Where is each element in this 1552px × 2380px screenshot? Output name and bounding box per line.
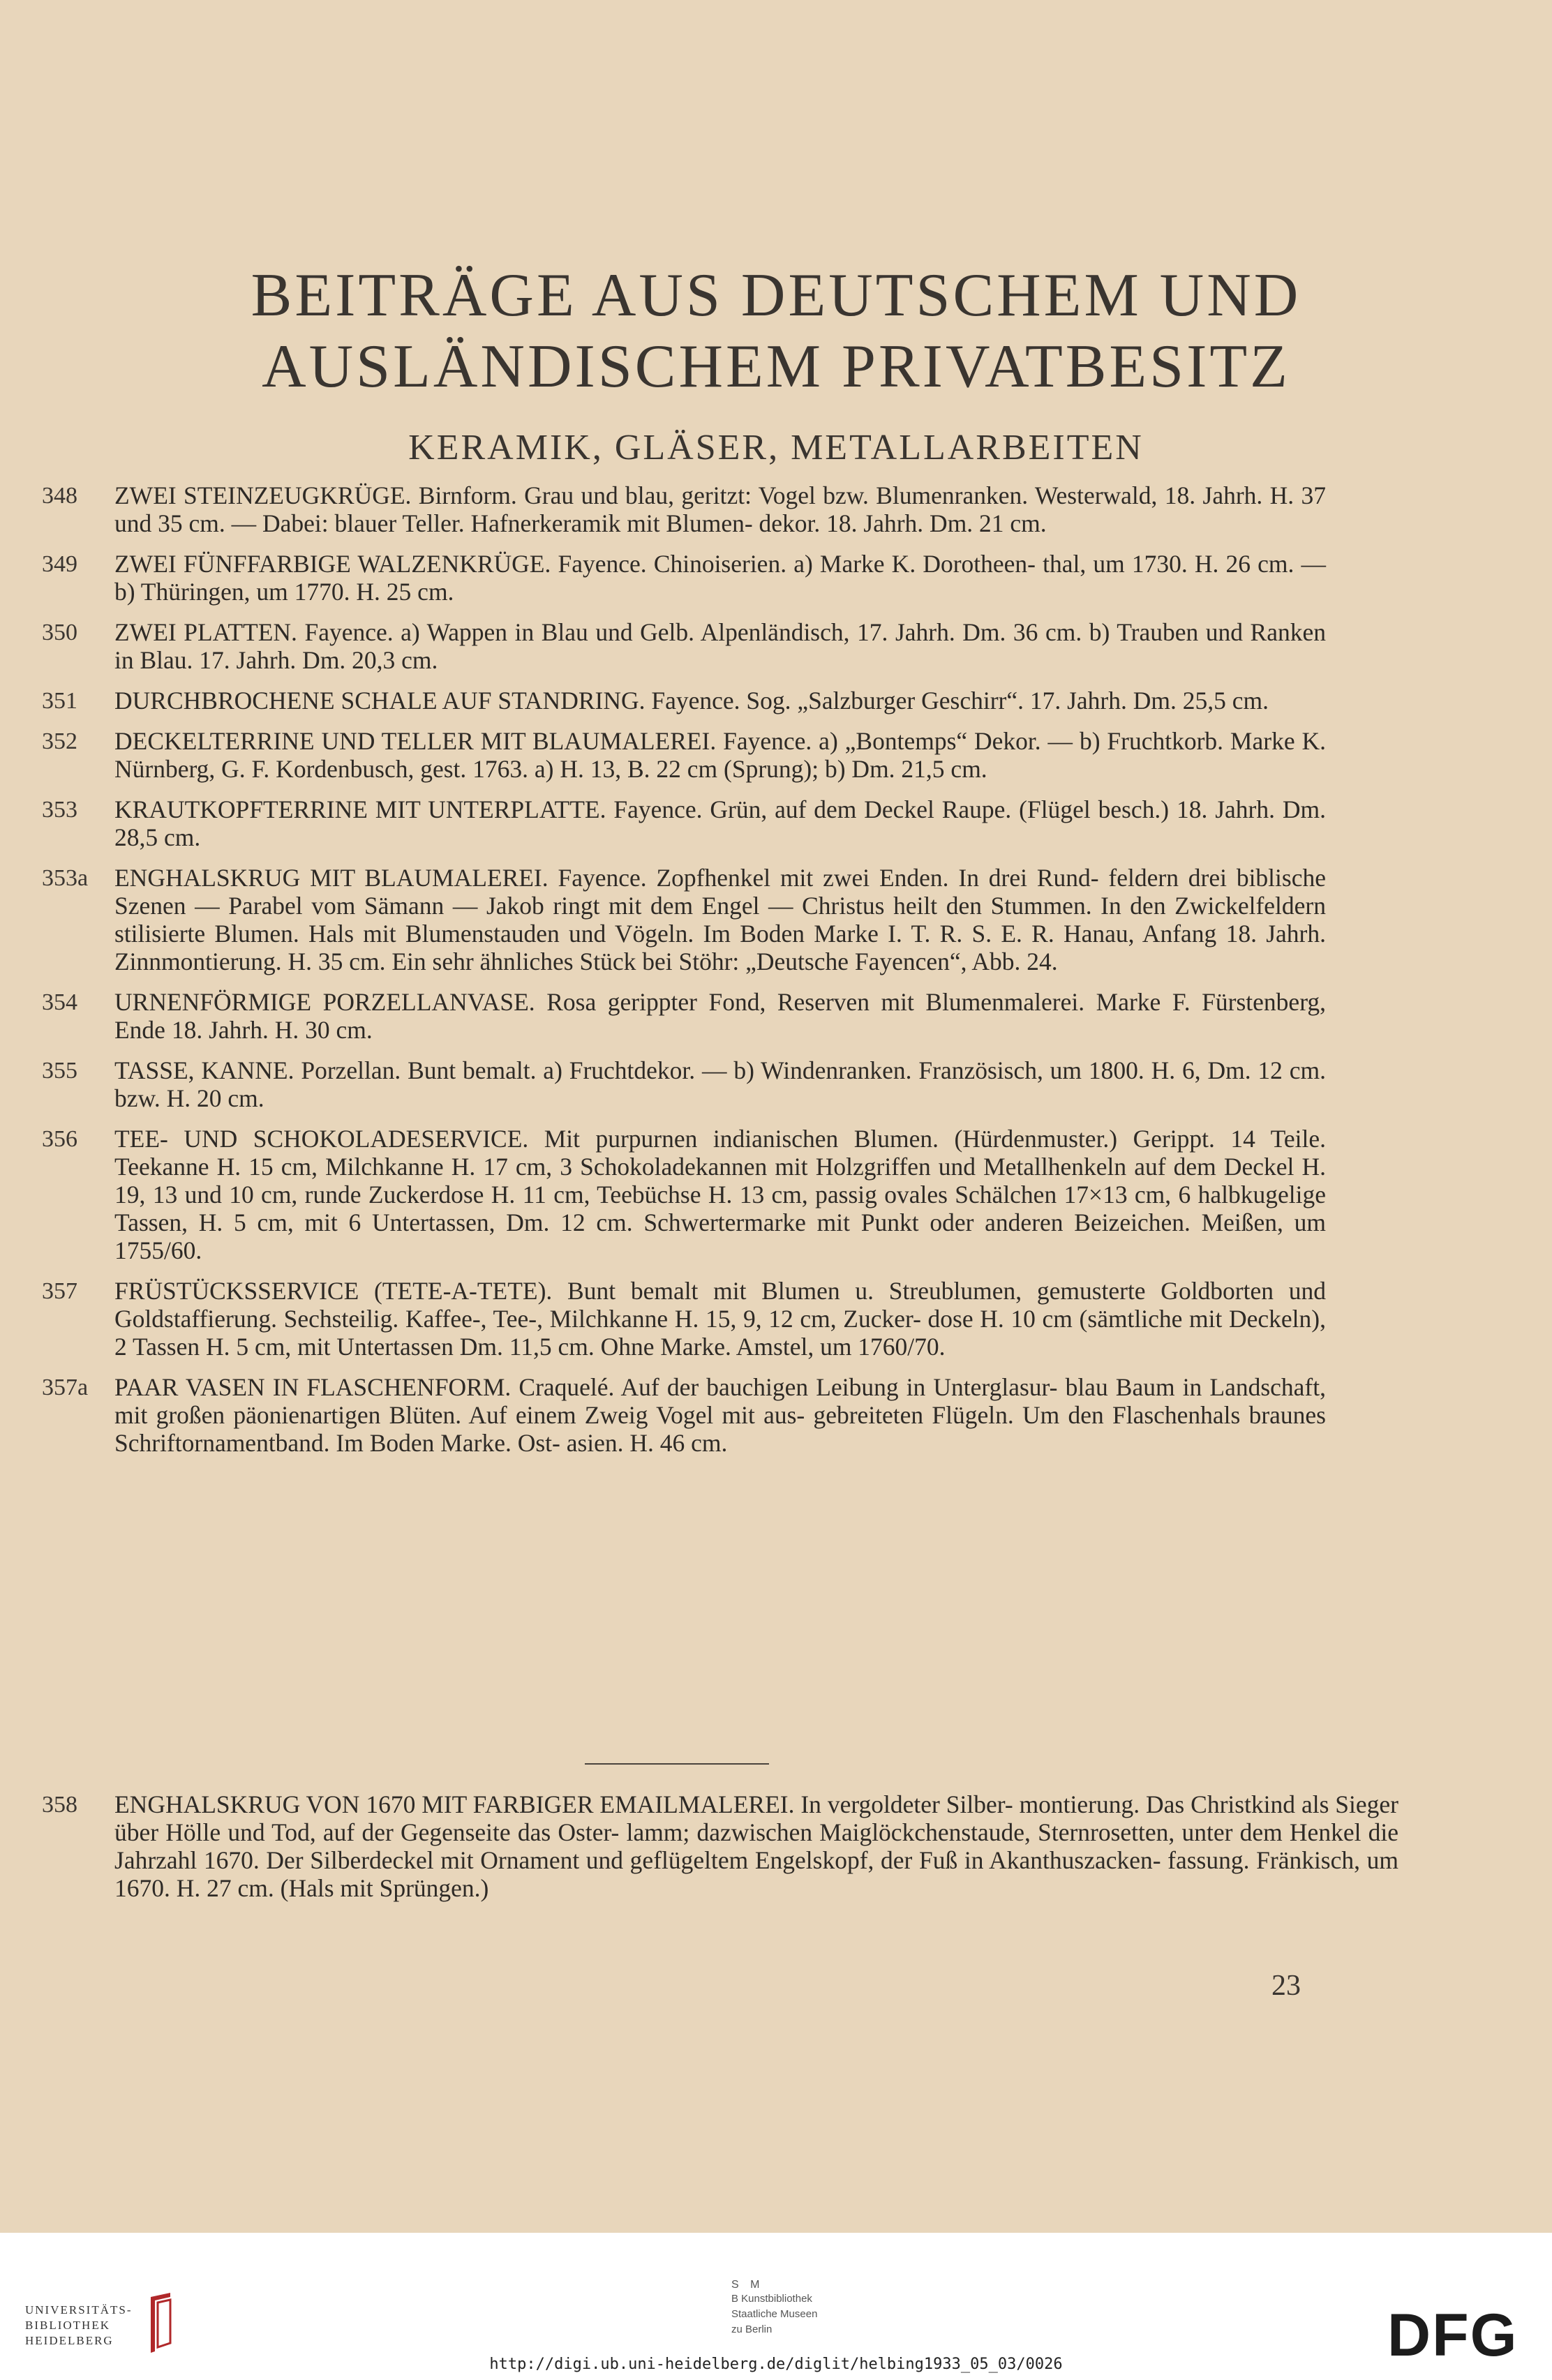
entry-text: KRAUTKOPFTERRINE MIT UNTERPLATTE. Fayence. Grün, auf dem Deckel Raupe. (Flügel besch.) 18. Jahrh. Dm. 28,5 cm. <box>114 795 1326 851</box>
page-title-line-1: BEITRÄGE AUS DEUTSCHEM UND <box>251 262 1301 329</box>
catalog-entry <box>42 1056 1326 1112</box>
catalog-entry <box>42 988 1326 1044</box>
catalog-entry-featured <box>42 1790 1398 1902</box>
ub-heidelberg-logo[interactable] <box>25 2303 133 2349</box>
entry-number: 358 <box>42 1792 77 1818</box>
entry-text: ZWEI PLATTEN. Fayence. a) Wappen in Blau und Gelb. Alpenländisch, 17. Jahrh. Dm. 36 cm. b) Trauben und Ranken in Blau. 17. Jahrh. Dm. 20,3 cm. <box>114 618 1326 674</box>
catalog-entry <box>42 727 1326 783</box>
entry-text: ENGHALSKRUG VON 1670 MIT FARBIGER EMAILMALEREI. In vergoldeter Silber- montierung. Das Christkind als Sieger über Hölle und Tod, auf der Gegenseite das Oster- lamm; dazwischen Maiglöckchenstaude, Sternrosetten, unter dem Henkel die Jahrzahl 1670. Der Silberdeckel mit Ornament und geflügeltem Engelskopf, der Fuß in Akanthuszacken- fassung. Fränkisch, um 1670. H. 27 cm. (Hals mit Sprüngen.) <box>114 1790 1398 1902</box>
catalog-entries <box>42 481 1326 1469</box>
entry-text: FRÜSTÜCKSSERVICE (TETE-A-TETE). Bunt bemalt mit Blumen u. Streublumen, gemusterte Goldborten und Goldstaffierung. Sechsteilig. Kaffee-, Tee-, Milchkanne H. 15, 9, 12 cm, Zucker- dose H. 10 cm (sämtliche mit Deckeln), 2 Tassen H. 5 cm, mit Untertassen Dm. 11,5 cm. Ohne Marke. Amstel, um 1760/70. <box>114 1277 1326 1361</box>
entry-number: 354 <box>42 989 77 1015</box>
ub-logo-line: HEIDELBERG <box>25 2334 114 2347</box>
entry-number: 348 <box>42 483 77 509</box>
entry-number: 353a <box>42 865 89 891</box>
entry-text: PAAR VASEN IN FLASCHENFORM. Craquelé. Auf der bauchigen Leibung in Unterglasur- blau Baum in Landschaft, mit großen päonienartigen Blüten. Auf einem Zweig Vogel mit aus- gebreiteten Flügeln. Um den Flaschenhals braunes Schriftornamentband. Im Boden Marke. Ost- asien. H. 46 cm. <box>114 1373 1326 1457</box>
smb-logo-line: Staatliche Museen <box>731 2308 818 2320</box>
entry-number: 355 <box>42 1058 77 1084</box>
entry-number: 357 <box>42 1278 77 1304</box>
entry-number: 349 <box>42 551 77 577</box>
smb-kunstbibliothek-logo[interactable] <box>731 2279 817 2337</box>
ub-logo-line: UNIVERSITÄTS- <box>25 2303 133 2317</box>
ub-logo-mark-icon <box>137 2291 179 2354</box>
smb-logo-line: B Kunstbibliothek <box>731 2293 812 2305</box>
entry-text: DURCHBROCHENE SCHALE AUF STANDRING. Fayence. Sog. „Salzburger Geschirr“. 17. Jahrh. Dm. 25,5 cm. <box>114 687 1269 714</box>
catalog-entry <box>42 550 1326 606</box>
entry-number: 356 <box>42 1126 77 1152</box>
entry-text: TASSE, KANNE. Porzellan. Bunt bemalt. a) Fruchtdekor. — b) Windenranken. Französisch, um 1800. H. 6, Dm. 12 cm. bzw. H. 20 cm. <box>114 1056 1326 1112</box>
entry-number: 353 <box>42 797 77 823</box>
catalog-entry <box>42 1125 1326 1264</box>
catalog-entry <box>42 618 1326 674</box>
entry-number: 357a <box>42 1375 89 1400</box>
catalog-entry <box>42 481 1326 537</box>
entry-number: 350 <box>42 620 77 645</box>
digitization-footer <box>0 2233 1552 2380</box>
entry-text: DECKELTERRINE UND TELLER MIT BLAUMALEREI. Fayence. a) „Bontemps“ Dekor. — b) Fruchtkorb. Marke K. Nürnberg, G. F. Kordenbusch, gest. 1763. a) H. 13, B. 22 cm (Sprung); b) Dm. 21,5 cm. <box>114 727 1326 783</box>
page-number: 23 <box>1271 1970 1301 2002</box>
smb-logo-line: zu Berlin <box>731 2323 773 2335</box>
catalog-entry <box>42 864 1326 975</box>
smb-sm-mark: S M <box>731 2279 764 2291</box>
entry-number: 352 <box>42 728 77 754</box>
entry-text: ZWEI FÜNFFARBIGE WALZENKRÜGE. Fayence. Chinoiserien. a) Marke K. Dorotheen- thal, um 1730. H. 26 cm. — b) Thüringen, um 1770. H. 25 cm. <box>114 550 1326 606</box>
entry-text: ENGHALSKRUG MIT BLAUMALEREI. Fayence. Zopfhenkel mit zwei Enden. In drei Rund- feldern drei biblische Szenen — Parabel vom Sämann — Jakob ringt mit dem Engel — Christus heilt den Stummen. In den Zwickelfeldern stilisierte Blumen. Hals mit Blumenstauden und Vögeln. Im Boden Marke I. T. R. S. E. R. Hanau, Anfang 18. Jahrh. Zinnmontierung. H. 35 cm. Ein sehr ähnliches Stück bei Stöhr: „Deutsche Fayencen“, Abb. 24. <box>114 864 1326 975</box>
catalog-entry <box>42 795 1326 851</box>
catalog-entry <box>42 687 1326 714</box>
section-divider <box>585 1763 769 1765</box>
page-title-line-2: AUSLÄNDISCHEM PRIVATBESITZ <box>262 333 1290 401</box>
entry-text: URNENFÖRMIGE PORZELLANVASE. Rosa gerippter Fond, Reserven mit Blumenmalerei. Marke F. Fürstenberg, Ende 18. Jahrh. H. 30 cm. <box>114 988 1326 1044</box>
entry-text: ZWEI STEINZEUGKRÜGE. Birnform. Grau und blau, geritzt: Vogel bzw. Blumenranken. Westerwald, 18. Jahrh. H. 37 und 35 cm. — Dabei: blauer Teller. Hafnerkeramik mit Blumen- dekor. 18. Jahrh. Dm. 21 cm. <box>114 481 1326 537</box>
entry-number: 351 <box>42 688 77 714</box>
permalink-url[interactable]: http://digi.ub.uni-heidelberg.de/diglit/helbing1933_05_03/0026 <box>489 2356 1063 2373</box>
ub-logo-line: BIBLIOTHEK <box>25 2319 110 2332</box>
catalog-entry <box>42 1277 1326 1361</box>
section-heading: KERAMIK, GLÄSER, METALLARBEITEN <box>408 428 1144 467</box>
catalog-entry <box>42 1373 1326 1457</box>
dfg-logo[interactable]: DFG <box>1387 2302 1519 2369</box>
entry-text: TEE- UND SCHOKOLADESERVICE. Mit purpurnen indianischen Blumen. (Hürdenmuster.) Gerippt. 14 Teile. Teekanne H. 15 cm, Milchkanne H. 17 cm, 3 Schokoladekannen mit Holzgriffen und Metallhenkeln auf dem Deckel H. 19, 13 und 10 cm, runde Zuckerdose H. 11 cm, Teebüchse H. 13 cm, passig ovales Schälchen 17×13 cm, 6 halbkugelige Tassen, H. 5 cm, mit 6 Untertassen, Dm. 12 cm. Schwertermarke mit Punkt oder anderen Beizeichen. Meißen, um 1755/60. <box>114 1125 1326 1264</box>
